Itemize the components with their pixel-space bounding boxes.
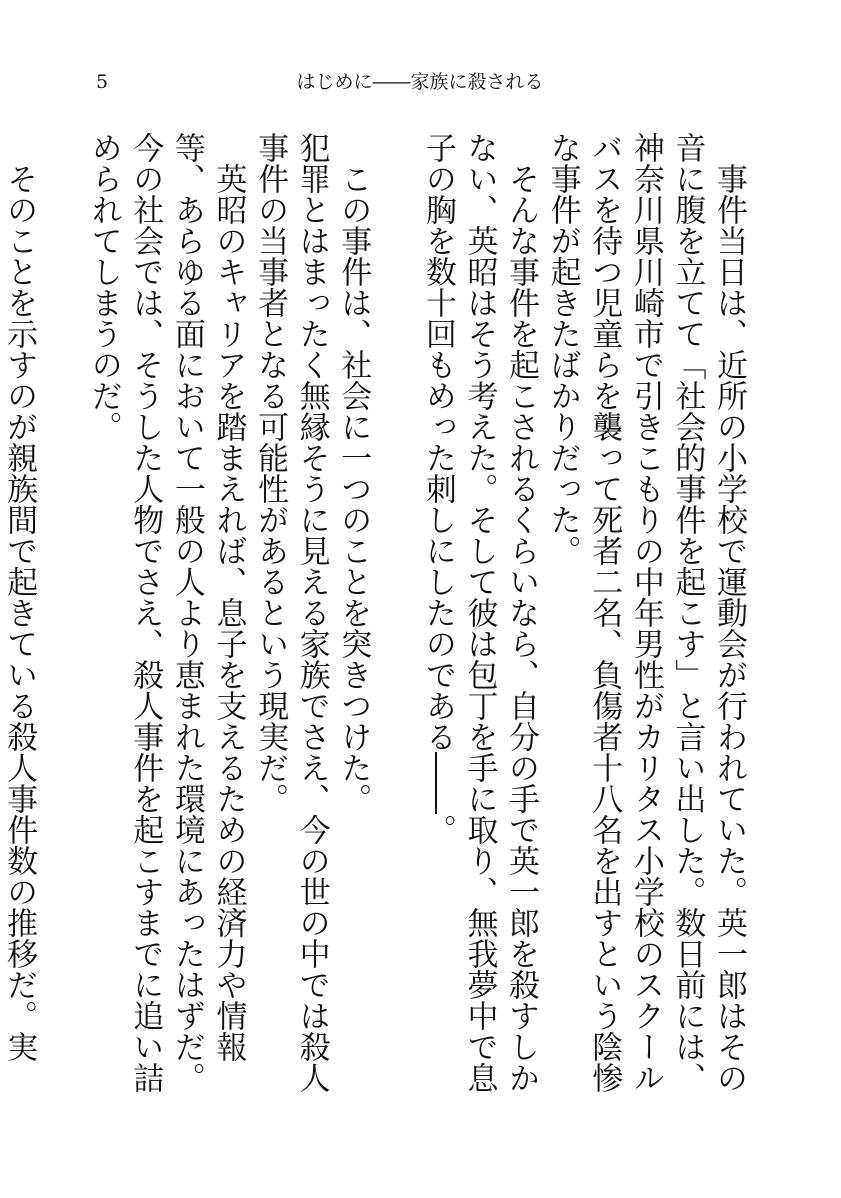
- running-header: はじめに――家族に殺される: [296, 71, 544, 93]
- section-gap: [373, 132, 416, 1107]
- paragraph-5: 英昭のキャリアを踏まえれば、息子を支えるための経済力や情報等、あらゆる面において一般の人より恵まれた環境にあったはずだ。今の社会では、そうした人物でさえ、殺人事件を起こすまでに追い詰められてしまうのだ。: [85, 132, 247, 1093]
- paragraph-6: そのことを示すのが親族間で起きている殺人事件数の推移だ。実: [1, 163, 38, 1062]
- paragraph-4: 犯罪とはまったく無縁そうに見える家族でさえ、今の世の中では殺人事件の当事者となる可能性があるという現実だ。: [252, 132, 330, 1093]
- page-number: 5: [96, 71, 109, 93]
- paragraph-1: 事件当日は、近所の小学校で運動会が行われていた。英一郎はその音に腹を立てて「社会的事件を起こす」と言い出した。数日前には、神奈川県川崎市で引きこもりの中年男性がカリタス小学校のスクールバスを待つ児童らを襲って死者二名、負傷者十八名を出すという陰惨な事件が起きたばかりだった。: [544, 132, 747, 1093]
- paragraph-3: この事件は、社会に一つのことを突きつけた。: [335, 163, 372, 814]
- body-text: [1, 132, 749, 1107]
- section-gap: [39, 132, 82, 1107]
- paragraph-2: そんな事件を起こされるくらいなら、自分の手で英一郎を殺すしかない、英昭はそう考えた。そして彼は包丁を手に取り、無我夢中で息子の胸を数十回もめった刺しにしたのである――。: [419, 132, 540, 1093]
